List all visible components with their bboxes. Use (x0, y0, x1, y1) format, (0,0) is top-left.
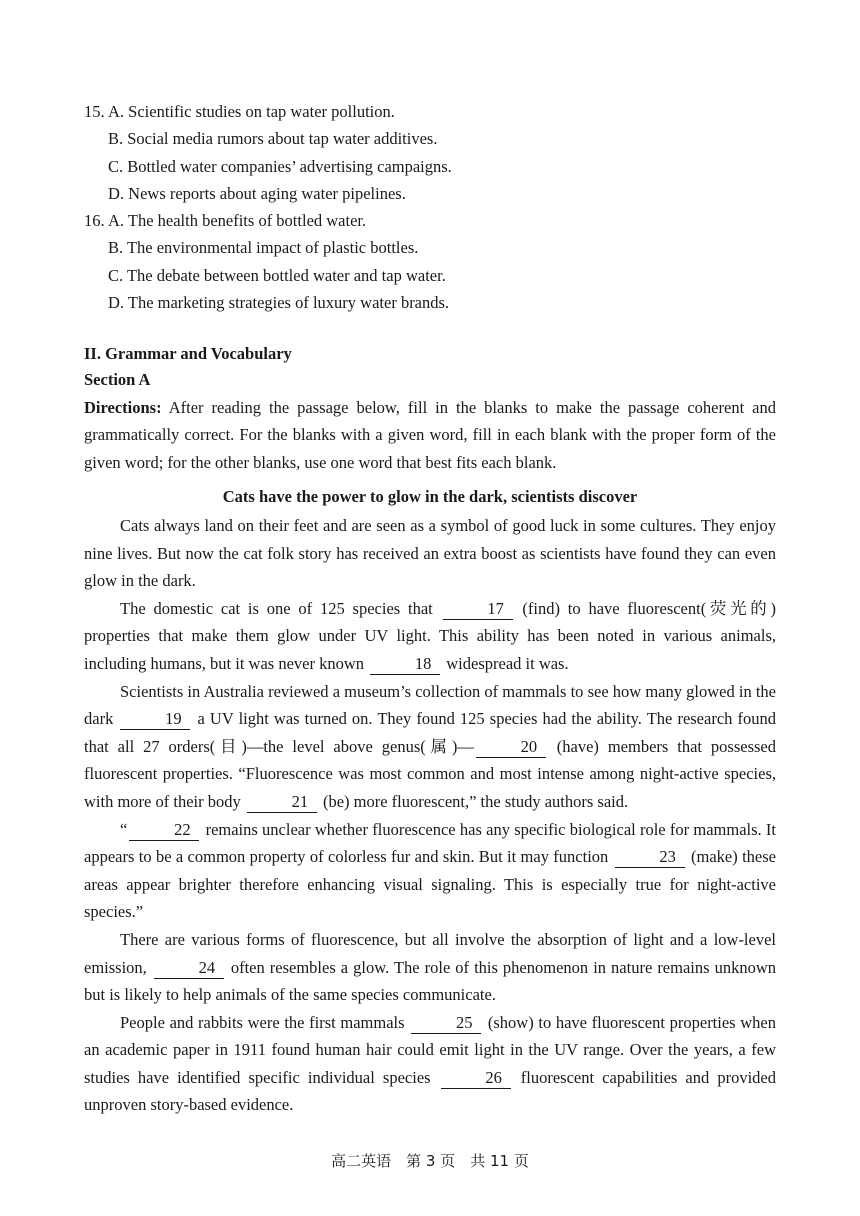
directions-text: After reading the passage below, fill in the blanks to make the passage coherent and grammatically correct. For the blanks with a given word, fill in each blank with the proper form of the given word; for the other blanks, use one word that best fits each blank. (84, 398, 776, 472)
page-footer: 高二英语 第 3 页 共 11 页 (331, 1152, 529, 1170)
question-16-option-a: 16. A. The health benefits of bottled water. (84, 207, 784, 234)
passage-body (84, 512, 776, 1119)
paragraph-3: Scientists in Australia reviewed a museum’s collection of mammals to see how many glowed in the dark 19 a UV light was turned on. They found 125 species had the ability. The research found that all 27 orders(目)—the level above genus(属)— 20 (have) members that possessed fluorescent properties. “Fluorescence was most common and most intense among night-active species, with more of their body 21 (be) more fluorescent,” the study authors said. (84, 681, 776, 811)
blank-18: 18 (370, 654, 440, 675)
paragraph-4: “ 22 remains unclear whether fluorescence has any specific biological role for mammals. It appears to be a common property of colorless fur and skin. But it may function 23 (make) these areas appear brighter therefore enhancing visual signaling. This is especially true for night-active species.” (84, 819, 776, 922)
paragraph-5: There are various forms of fluorescence, but all involve the absorption of light and a low-level emission, 24 often resembles a glow. The role of this phenomenon in nature remains unknown but is likely to help animals of the same species communicate. (84, 929, 776, 1005)
directions-label: Directions: (84, 398, 162, 417)
paragraph-1: Cats always land on their feet and are seen as a symbol of good luck in some cultures. They enjoy nine lives. But now the cat folk story has received an extra boost as scientists have found they can even glow in the dark. (84, 516, 776, 591)
part-title: II. Grammar and Vocabulary (84, 344, 292, 363)
question-15-option-d: D. News reports about aging water pipelines. (108, 183, 406, 203)
question-number: 15. (84, 102, 105, 121)
blank-21: 21 (247, 792, 317, 813)
blank-22: 22 (129, 820, 199, 841)
question-15-option-b: B. Social media rumors about tap water additives. (108, 129, 438, 149)
directions (84, 394, 776, 476)
question-15-option-a: 15. A. Scientific studies on tap water pollution. (84, 98, 784, 125)
paragraph-2: The domestic cat is one of 125 species that 17 (find) to have fluorescent(荧光的) properties that make them glow under UV light. This ability has been noted in various animals, including humans, but it was never known 18 widespread it was. (84, 598, 776, 673)
section-subtitle: Section A (84, 370, 151, 389)
blank-25: 25 (411, 1013, 481, 1034)
listening-questions (84, 98, 784, 316)
question-16-option-b: B. The environmental impact of plastic bottles. (108, 238, 419, 258)
question-16-option-c: C. The debate between bottled water and tap water. (108, 265, 446, 285)
question-15-option-c: C. Bottled water companies’ advertising campaigns. (108, 156, 452, 176)
blank-19: 19 (120, 709, 190, 730)
blank-24: 24 (154, 958, 224, 979)
blank-17: 17 (443, 599, 513, 620)
paragraph-6: People and rabbits were the first mammals 25 (show) to have fluorescent properties when an academic paper in 1911 found human hair could emit light in the UV range. Over the years, a few studies have identified specific individual species 26 fluorescent capabilities and provided unproven story-based evidence. (84, 1012, 776, 1115)
blank-23: 23 (615, 847, 685, 868)
question-16-option-d: D. The marketing strategies of luxury water brands. (108, 293, 450, 313)
passage-title: Cats have the power to glow in the dark, scientists discover (222, 487, 638, 506)
question-number: 16. (84, 211, 105, 231)
blank-20: 20 (476, 737, 546, 758)
blank-26: 26 (441, 1068, 511, 1089)
